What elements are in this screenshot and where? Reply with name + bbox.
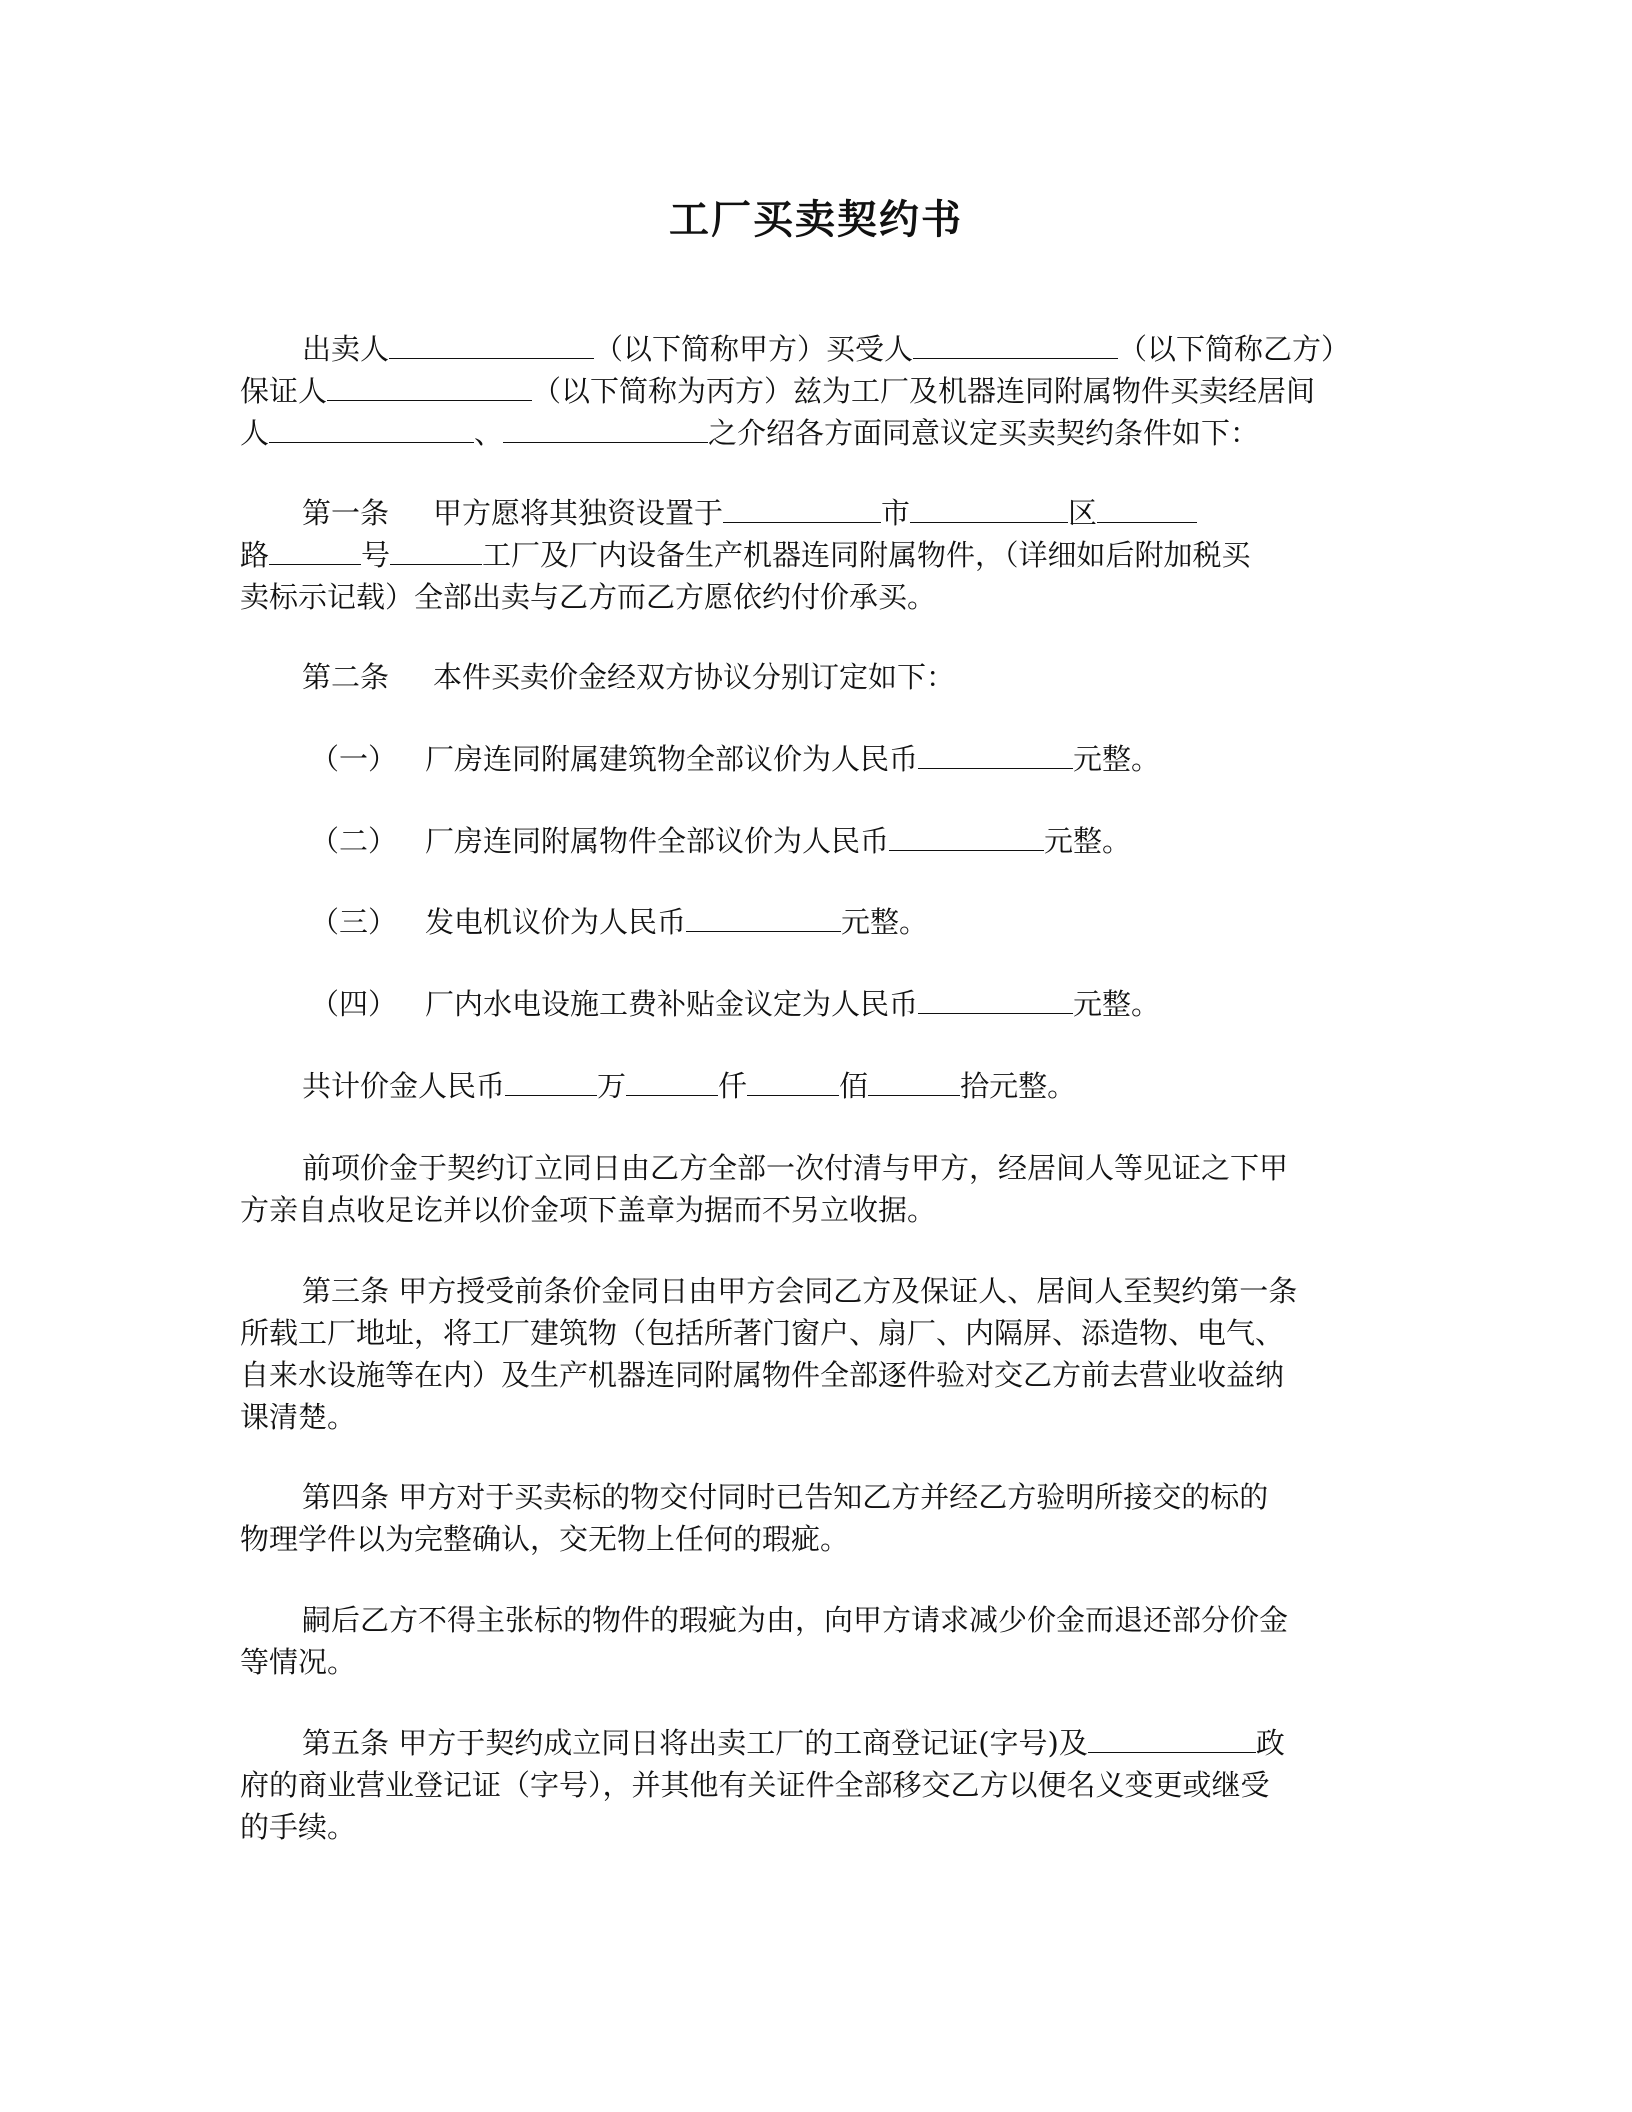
article-1-text-a: 甲方愿将其独资设置于 [433, 496, 724, 530]
article-4b-line-1: 嗣后乙方不得主张标的物件的瑕疵为由，向甲方请求减少价金而退还部分价金 [302, 1603, 1289, 1637]
city-blank[interactable] [723, 494, 881, 523]
price-item-2-line [240, 820, 1380, 862]
number-label: 号 [361, 538, 391, 572]
amount-blank[interactable] [918, 985, 1073, 1014]
item-number: （三） [310, 905, 398, 939]
article-2-line [240, 656, 1380, 698]
article-3-line-4: 课清楚。 [240, 1400, 357, 1434]
item-text: 厂房连同附属物件全部议价为人民币 [425, 824, 890, 858]
total-price [240, 1065, 1380, 1107]
article-4b-line-2: 等情况。 [240, 1645, 357, 1679]
broker-label: 人 [240, 416, 270, 450]
district-blank[interactable] [910, 494, 1068, 523]
opening-line-3 [240, 412, 1380, 454]
article-3 [240, 1270, 1380, 1438]
article-4-continued [240, 1599, 1380, 1683]
amount-blank[interactable] [686, 903, 841, 932]
article-3-line-1: 第三条 甲方授受前条价金同日由甲方会同乙方及保证人、居间人至契约第一条 [302, 1274, 1298, 1308]
district-label: 区 [1068, 496, 1098, 530]
price-item-1 [240, 738, 1380, 780]
shi-label: 拾元整。 [960, 1069, 1077, 1103]
article-4 [240, 1476, 1380, 1560]
registration-blank[interactable] [1088, 1724, 1256, 1753]
number-blank-1[interactable] [269, 536, 361, 565]
opening-tail: 之介绍各方面同意议定买卖契约条件如下： [708, 416, 1260, 450]
item-number: （四） [310, 987, 398, 1021]
article-1-line-1 [240, 492, 1380, 534]
opening-line-1 [240, 328, 1380, 370]
price-item-3 [240, 901, 1380, 943]
city-label: 市 [881, 496, 911, 530]
wan-label: 万 [597, 1069, 627, 1103]
price-item-3-line [240, 901, 1380, 943]
shi-blank[interactable] [868, 1067, 960, 1096]
total-line [240, 1065, 1380, 1107]
item-text: 发电机议价为人民币 [425, 905, 687, 939]
price-item-2 [240, 820, 1380, 862]
article-1-line-3: 卖标示记载）全部出卖与乙方而乙方愿依约付价承买。 [240, 580, 937, 614]
article-4-line-2: 物理学件以为完整确认，交无物上任何的瑕疵。 [240, 1522, 850, 1556]
article-5-line-1 [240, 1722, 1380, 1764]
article-1-line-2 [240, 534, 1380, 576]
road-blank[interactable] [1097, 494, 1197, 523]
seller-label: 出卖人 [302, 332, 390, 366]
total-label: 共计价金人民币 [302, 1069, 506, 1103]
opening-paragraph [240, 328, 1380, 454]
item-end: 元整。 [1073, 742, 1161, 776]
item-text: 厂房连同附属建筑物全部议价为人民币 [425, 742, 919, 776]
buyer-blank[interactable] [913, 330, 1118, 359]
qian-blank[interactable] [626, 1067, 718, 1096]
number-blank-2[interactable] [390, 536, 482, 565]
article-1-label: 第一条 [302, 496, 390, 530]
item-end: 元整。 [1073, 987, 1161, 1021]
article-5-text-a: 第五条 甲方于契约成立同日将出卖工厂的工商登记证(字号)及 [302, 1726, 1088, 1760]
article-2 [240, 656, 1380, 698]
item-number: （一） [310, 742, 398, 776]
article-5 [240, 1722, 1380, 1848]
qian-label: 仟 [718, 1069, 748, 1103]
broker-separator: 、 [474, 416, 504, 450]
road-label: 路 [240, 538, 270, 572]
wan-blank[interactable] [505, 1067, 597, 1096]
payment-line-2: 方亲自点收足讫并以价金项下盖章为据而不另立收据。 [240, 1193, 937, 1227]
seller-blank[interactable] [389, 330, 594, 359]
price-item-4-line [240, 983, 1380, 1025]
article-3-line-3: 自来水设施等在内）及生产机器连同附属物件全部逐件验对交乙方前去营业收益纳 [240, 1358, 1285, 1392]
item-end: 元整。 [1044, 824, 1132, 858]
article-5-text-b: 政 [1255, 1726, 1285, 1760]
bai-blank[interactable] [747, 1067, 839, 1096]
article-2-text: 本件买卖价金经双方协议分别订定如下： [433, 660, 956, 694]
broker-blank-2[interactable] [503, 414, 708, 443]
article-4-line-1: 第四条 甲方对于买卖标的物交付同时已告知乙方并经乙方验明所接交的标的 [302, 1480, 1269, 1514]
bai-label: 佰 [839, 1069, 869, 1103]
amount-blank[interactable] [889, 822, 1044, 851]
price-item-1-line [240, 738, 1380, 780]
article-5-line-3: 的手续。 [240, 1810, 357, 1844]
opening-line-2 [240, 370, 1380, 412]
amount-blank[interactable] [918, 740, 1073, 769]
buyer-suffix: （以下简称乙方） [1118, 332, 1351, 366]
broker-blank-1[interactable] [269, 414, 474, 443]
guarantor-blank[interactable] [327, 372, 532, 401]
article-1 [240, 492, 1380, 618]
buyer-label: （以下简称甲方）买受人 [594, 332, 914, 366]
item-number: （二） [310, 824, 398, 858]
payment-line-1: 前项价金于契约订立同日由乙方全部一次付清与甲方，经居间人等见证之下甲 [302, 1151, 1289, 1185]
price-item-4 [240, 983, 1380, 1025]
payment-paragraph [240, 1147, 1380, 1231]
document-title: 工厂买卖契约书 [669, 196, 963, 243]
guarantor-label: 保证人 [240, 374, 328, 408]
item-text: 厂内水电设施工费补贴金议定为人民币 [425, 987, 919, 1021]
article-3-line-2: 所载工厂地址，将工厂建筑物（包括所著门窗户、扇厂、内隔屏、添造物、电气、 [240, 1316, 1285, 1350]
guarantor-suffix: （以下简称为丙方）兹为工厂及机器连同附属物件买卖经居间 [532, 374, 1316, 408]
article-2-label: 第二条 [302, 660, 390, 694]
article-1-text-f: 工厂及厂内设备生产机器连同附属物件，（详细如后附加税买 [482, 538, 1251, 572]
article-5-line-2: 府的商业营业登记证（字号），并其他有关证件全部移交乙方以便名义变更或继受 [240, 1768, 1270, 1802]
item-end: 元整。 [841, 905, 929, 939]
